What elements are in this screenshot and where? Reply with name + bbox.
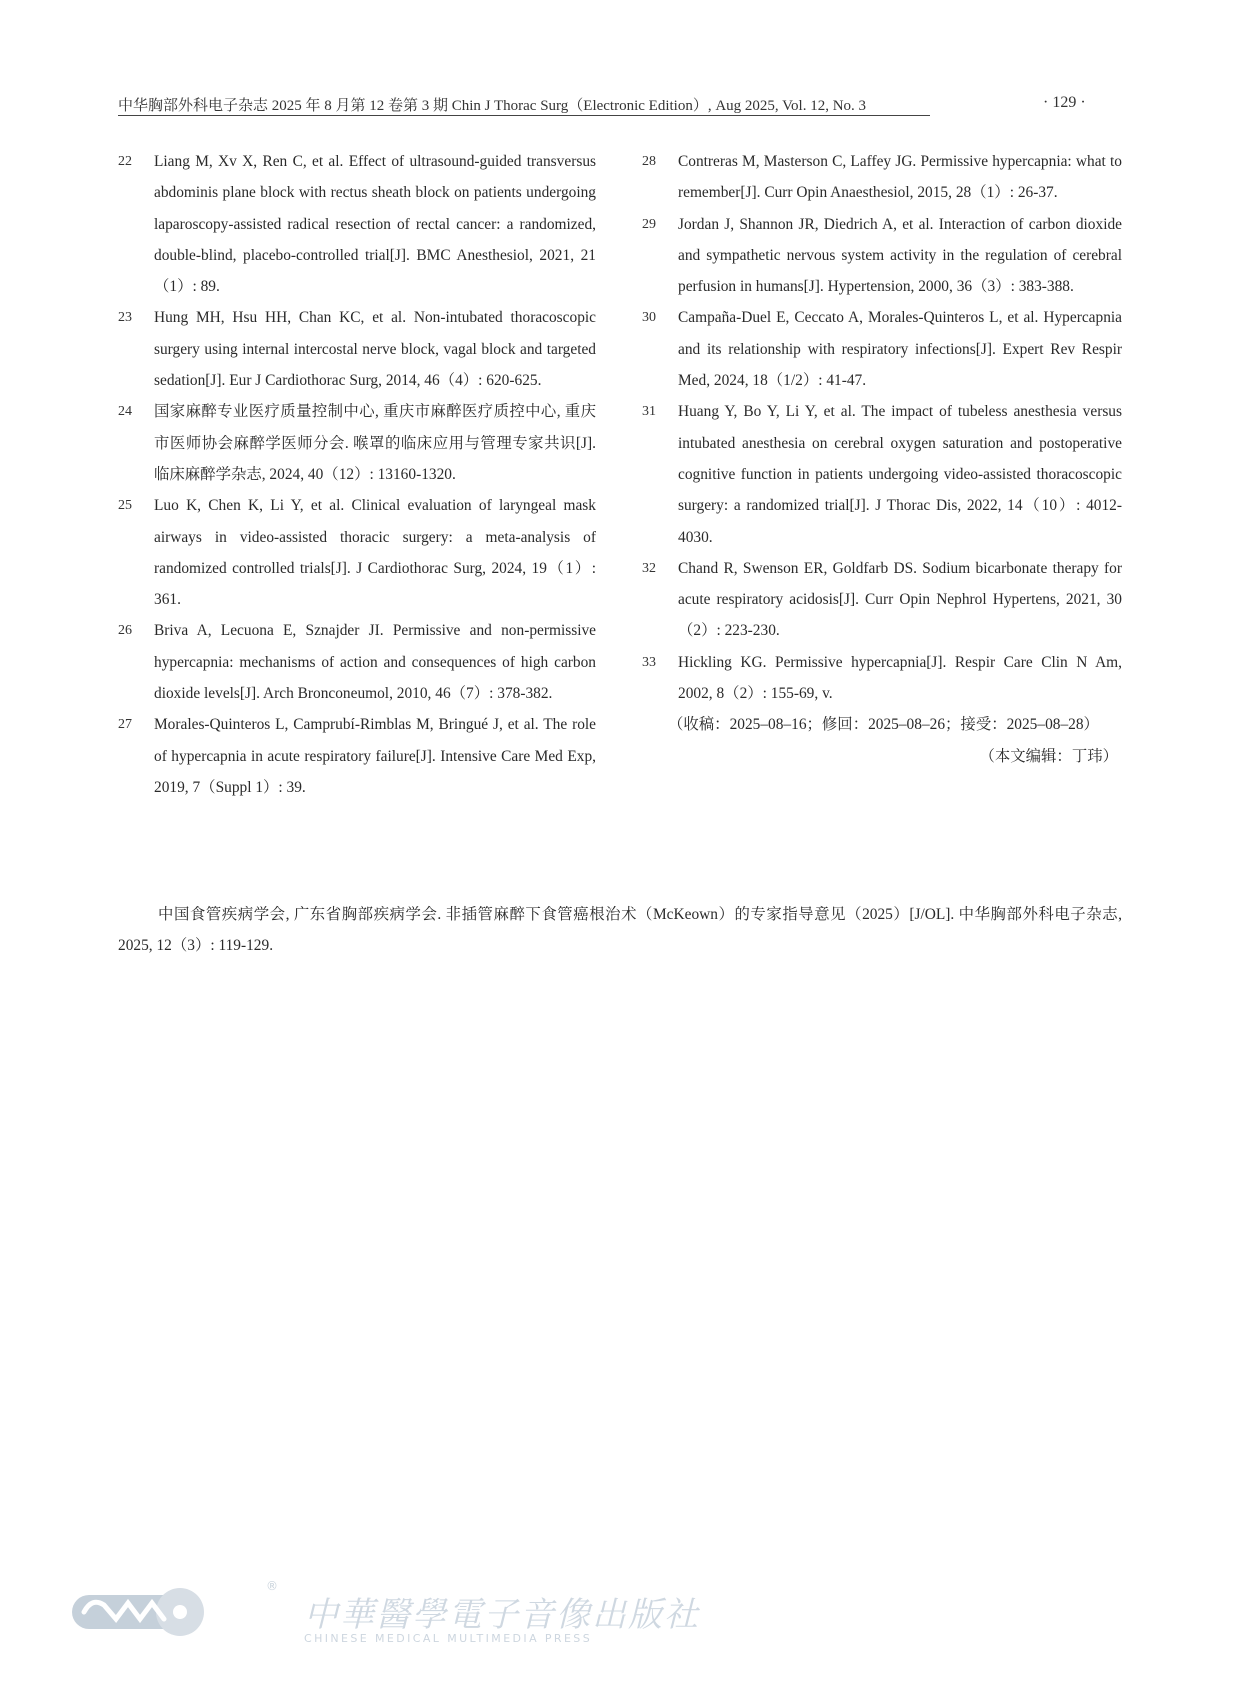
publisher-logo-chinese: 中華醫學電子音像出版社	[304, 1595, 700, 1635]
reference-item	[118, 396, 596, 490]
reference-item	[118, 709, 596, 803]
reference-text: Huang Y, Bo Y, Li Y, et al. The impact of tubeless anesthesia versus intubated anesthesia on cerebral oxygen saturation and postoperative cognitive function in patients undergoing video-assisted thoracoscopic surgery: a randomized trial[J]. J Thorac Dis, 2022, 14（10）: 4012-4030.	[678, 403, 1122, 546]
reference-number: 29	[642, 216, 656, 232]
reference-item	[118, 490, 596, 615]
reference-item	[642, 209, 1122, 303]
reference-text: Hung MH, Hsu HH, Chan KC, et al. Non-intubated thoracoscopic surgery using internal intercostal nerve block, vagal block and targeted sedation[J]. Eur J Cardiothorac Surg, 2014, 46（4）: 620-625.	[154, 309, 596, 390]
reference-text: Morales-Quinteros L, Camprubí-Rimblas M, Bringué J, et al. The role of hypercapnia in acute respiratory failure[J]. Intensive Care Med Exp, 2019, 7（Suppl 1）: 39.	[154, 716, 596, 796]
reference-text: Campaña-Duel E, Ceccato A, Morales-Quinteros L, et al. Hypercapnia and its relationship with respiratory infections[J]. Expert Rev Respir Med, 2024, 18（1/2）: 41-47.	[678, 309, 1122, 390]
publisher-logo-english: CHINESE MEDICAL MULTIMEDIA PRESS	[304, 1632, 593, 1645]
reference-text: Contreras M, Masterson C, Laffey JG. Permissive hypercapnia: what to remember[J]. Curr Opin Anaesthesiol, 2015, 28（1）: 26-37.	[678, 153, 1122, 202]
reference-number: 31	[642, 404, 656, 420]
reference-item	[642, 302, 1122, 396]
reference-item	[642, 146, 1122, 209]
header-rule	[118, 115, 930, 116]
reference-item	[642, 647, 1122, 710]
page-number: · 129 ·	[1043, 94, 1086, 111]
cmmp-logo-icon	[70, 1583, 210, 1639]
reference-text: 国家麻醉专业医疗质量控制中心, 重庆市麻醉医疗质控中心, 重庆市医师协会麻醉学医师分会. 喉罩的临床应用与管理专家共识[J]. 临床麻醉学杂志, 2024, 40（12）: 13160-1320.	[154, 403, 596, 483]
reference-number: 24	[118, 404, 132, 420]
reference-text: Luo K, Chen K, Li Y, et al. Clinical evaluation of laryngeal mask airways in video-assisted thoracic surgery: a meta-analysis of randomized controlled trials[J]. J Cardiothorac Surg, 2024, 19（1）: 361.	[154, 497, 596, 609]
reference-text: Briva A, Lecuona E, Sznajder JI. Permissive and non-permissive hypercapnia: mechanisms of action and consequences of high carbon dioxide levels[J]. Arch Bronconeumol, 2010, 46（7）: 378-382.	[154, 622, 596, 703]
reference-text: Jordan J, Shannon JR, Diedrich A, et al. Interaction of carbon dioxide and sympathetic nervous system activity in the regulation of cerebral perfusion in humans[J]. Hypertension, 2000, 36（3）: 383-388.	[678, 215, 1122, 296]
reference-text: Hickling KG. Permissive hypercapnia[J]. Respir Care Clin N Am, 2002, 8（2）: 155-69, v.	[678, 653, 1122, 703]
reference-item	[118, 302, 596, 396]
reference-item	[118, 615, 596, 709]
reference-text: Chand R, Swenson ER, Goldfarb DS. Sodium bicarbonate therapy for acute respiratory acidosis[J]. Curr Opin Nephrol Hypertens, 2021, 30（2）: 223-230.	[678, 559, 1122, 640]
reference-item	[642, 396, 1122, 552]
publisher-logo	[70, 1575, 700, 1655]
references-left-column	[118, 146, 596, 803]
reference-item	[642, 553, 1122, 647]
reference-number: 22	[118, 154, 132, 169]
citation-paragraph: 中国食管疾病学会, 广东省胸部疾病学会. 非插管麻醉下食管癌根治术（McKeown）的专家指导意见（2025）[J/OL]. 中华胸部外科电子杂志, 2025, 12（3）: 119-129.	[118, 906, 1122, 955]
editor-credit: （本文编辑：丁玮）	[979, 747, 1118, 765]
reference-number: 30	[642, 310, 656, 326]
reference-number: 33	[642, 654, 656, 670]
reference-number: 27	[118, 717, 132, 733]
reference-text: Liang M, Xv X, Ren C, et al. Effect of ultrasound-guided transversus abdominis plane block with rectus sheath block on patients undergoing laparoscopy-assisted radical resection of rectal cancer: a randomized, double-blind, placebo-controlled trial[J]. BMC Anesthesiol, 2021, 21（1）: 89.	[154, 153, 596, 296]
reference-number: 26	[118, 623, 132, 639]
reference-number: 32	[642, 560, 656, 576]
submission-dates: （收稿：2025–08–16；修回：2025–08–26；接受：2025–08–28）	[668, 716, 1099, 734]
reference-number: 25	[118, 498, 132, 514]
reference-number: 23	[118, 310, 132, 326]
registered-mark: ®	[266, 1579, 278, 1593]
reference-number: 28	[642, 154, 656, 169]
reference-item	[118, 146, 596, 302]
running-header: 中华胸部外科电子杂志 2025 年 8 月第 12 卷第 3 期 Chin J Thorac Surg（Electronic Edition）, Aug 2025, Vol. 12, No. 3	[118, 98, 867, 114]
references-right-column	[642, 146, 1122, 772]
